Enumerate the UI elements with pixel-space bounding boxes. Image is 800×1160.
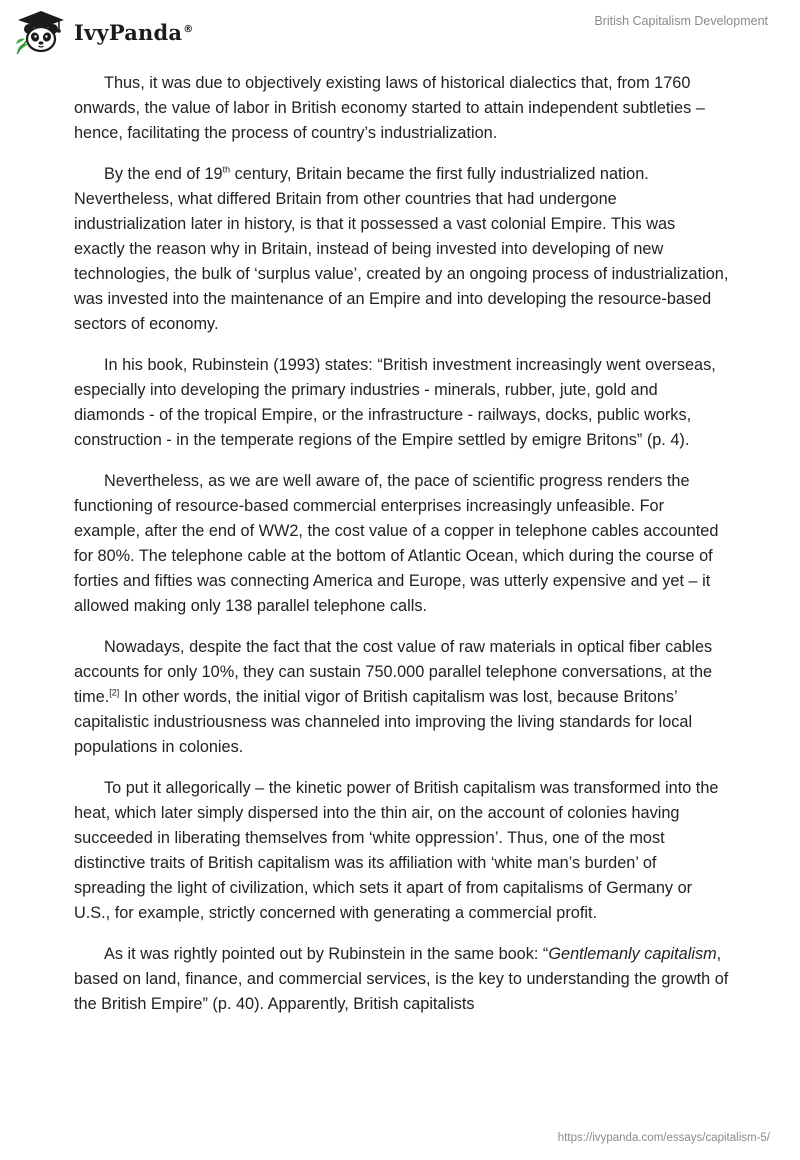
paragraph-7-text-b: , based on land, finance, and commercial services, is the key to understanding the growth of the British Empire” (p. 40). Apparently, British capitalists bbox=[74, 945, 729, 1013]
source-url[interactable]: https://ivypanda.com/essays/capitalism-5/ bbox=[557, 1132, 770, 1144]
paragraph-5 bbox=[74, 635, 730, 760]
document-title: British Capitalism Development bbox=[594, 14, 768, 28]
paragraph-6: To put it allegorically – the kinetic power of British capitalism was transformed into the heat, which later simply dispersed into the thin air, on the account of colonies having succeeded in liberating themselves from ‘white oppression’. Thus, one of the most distinctive traits of British capitalism was its affiliation with ‘white man’s burden’ of spreading the light of civilization, which sets it apart of from capitalisms of Germany or U.S., for example, strictly concerned with generating a commercial profit. bbox=[74, 779, 719, 922]
paragraph-4: Nevertheless, as we are well aware of, the pace of scientific progress renders the functioning of resource-based commercial enterprises increasingly unfeasible. For example, after the end of WW2, the cost value of a copper in telephone cables accounted for 80%. The telephone cable at the bottom of Atlantic Ocean, which during the course of forties and fifties was connecting America and Europe, was utterly expensive and yet – it allowed making only 138 parallel telephone calls. bbox=[74, 472, 719, 615]
paragraph-5-text-b: In other words, the initial vigor of British capitalism was lost, because Britons’ capitalistic industriousness was channeled into improving the living standards for local populations in colonies. bbox=[74, 688, 693, 756]
brand-logo[interactable] bbox=[14, 8, 193, 56]
paragraph-7 bbox=[74, 942, 730, 1017]
paragraph-2-text-b: century, Britain became the first fully industrialized nation. Nevertheless, what differed Britain from other countries that had undergone industrialization later in history, is that it possessed a vast colonial Empire. This was exactly the reason why in Britain, instead of being invested into developing of new technologies, the bulk of ‘surplus value’, created by an ongoing process of industrialization, was invested into the maintenance of an Empire and into developing the resource-based sectors of economy. bbox=[74, 165, 729, 333]
brand-name: IvyPanda® bbox=[74, 19, 194, 45]
paragraph-7-text-a: As it was rightly pointed out by Rubinstein in the same book: “ bbox=[104, 945, 549, 963]
ordinal-superscript: th bbox=[222, 164, 231, 175]
essay-body bbox=[74, 71, 730, 1033]
panda-graduate-icon bbox=[14, 8, 66, 56]
paragraph-1: Thus, it was due to objectively existing laws of historical dialectics that, from 1760 onwards, the value of labor in British economy started to attain independent subtleties – hence, facilitating the process of country’s industrialization. bbox=[74, 74, 705, 142]
paragraph-2-text-a: By the end of 19 bbox=[104, 165, 223, 183]
paragraph-3: In his book, Rubinstein (1993) states: “British investment increasingly went overseas, especially into developing the primary industries - minerals, rubber, jute, gold and diamonds - of the tropical Empire, or the infrastructure - railways, docks, public works, construction - in the temperate regions of the Empire settled by emigre Britons” (p. 4). bbox=[74, 356, 716, 449]
paragraph-5-text-a: Nowadays, despite the fact that the cost value of raw materials in optical fiber cables accounts for only 10%, they can sustain 750.000 parallel telephone conversations, at the time. bbox=[74, 638, 713, 706]
footnote-reference[interactable]: [2] bbox=[109, 687, 120, 698]
registered-mark: ® bbox=[183, 23, 194, 35]
page-header bbox=[0, 0, 800, 70]
italic-term: Gentlemanly capitalism bbox=[548, 945, 717, 963]
paragraph-2 bbox=[74, 162, 730, 337]
